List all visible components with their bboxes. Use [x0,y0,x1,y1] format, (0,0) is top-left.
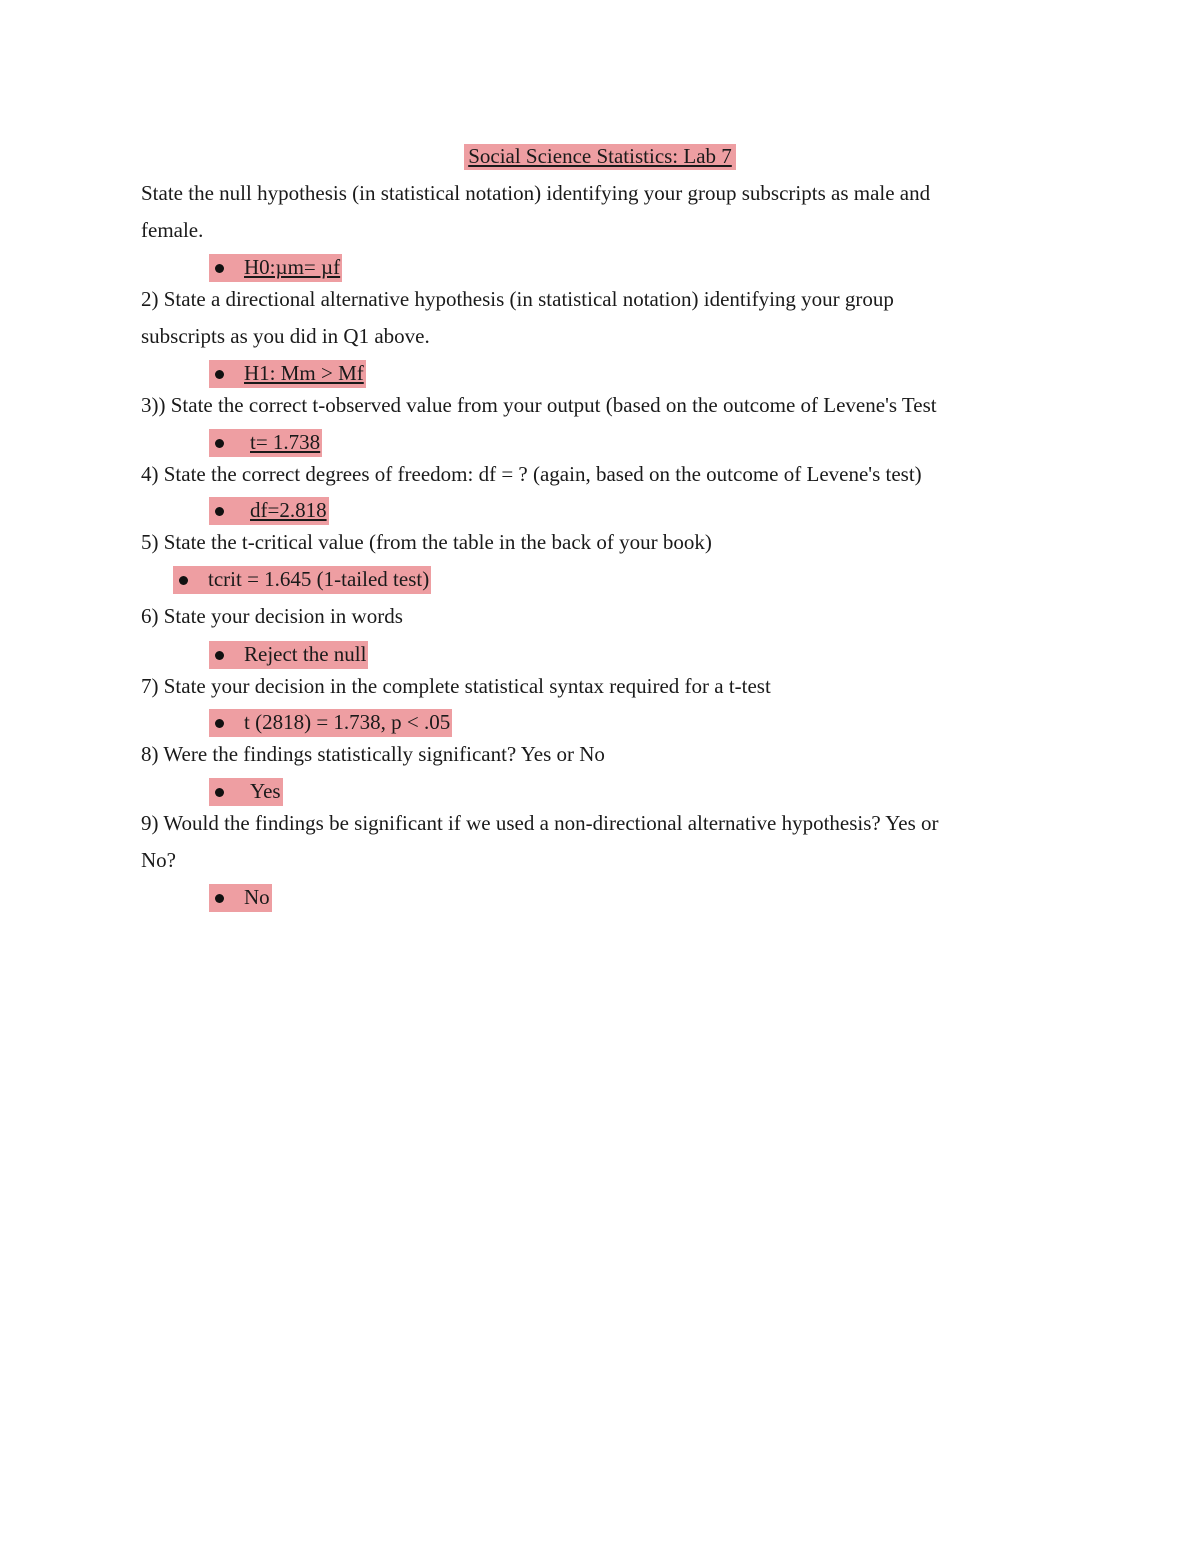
answer-2-text: H1: Mm > Mf [244,361,364,385]
answer-3 [209,429,322,457]
bullet-icon [215,788,224,797]
question-3-line-1: 3)) State the correct t-observed value from your output (based on the outcome of Levene's Test [141,393,937,417]
bullet-icon [215,507,224,516]
answer-1-text: H0:µm= µf [244,255,341,279]
answer-4 [209,497,329,525]
answer-9 [209,884,272,912]
answer-7 [209,709,452,737]
bullet-icon [215,894,224,903]
answer-3-text: t= 1.738 [250,430,321,454]
bullet-icon [215,439,224,448]
question-1-line-1: State the null hypothesis (in statistical notation) identifying your group subscripts as male and [141,181,931,205]
answer-1 [209,254,342,282]
answer-2 [209,360,366,388]
answer-9-text: No [244,885,270,909]
answer-7-text: t (2818) = 1.738, p < .05 [244,710,451,734]
answer-8 [209,778,283,806]
answer-5 [173,566,431,594]
bullet-icon [215,264,224,273]
answer-8-text: Yes [250,779,281,803]
question-5-line-1: 5) State the t-critical value (from the table in the back of your book) [141,530,712,554]
bullet-icon [179,576,188,585]
page-title [0,143,1200,169]
answer-4-text: df=2.818 [250,498,327,522]
bullet-icon [215,651,224,660]
answer-6 [209,641,368,669]
question-8-line-1: 8) Were the findings statistically significant? Yes or No [141,742,605,766]
title-text: Social Science Statistics: Lab 7 [464,144,736,170]
question-2-line-2: subscripts as you did in Q1 above. [141,324,430,348]
answer-5-text: tcrit = 1.645 (1-tailed test) [208,567,430,591]
question-4-line-1: 4) State the correct degrees of freedom: df = ? (again, based on the outcome of Levene's test) [141,462,922,486]
question-1-line-2: female. [141,218,204,242]
question-7-line-1: 7) State your decision in the complete statistical syntax required for a t-test [141,674,771,698]
question-9-line-1: 9) Would the findings be significant if we used a non-directional alternative hypothesis? Yes or [141,811,939,835]
question-6-line-1: 6) State your decision in words [141,604,403,628]
answer-6-text: Reject the null [244,642,367,666]
bullet-icon [215,719,224,728]
bullet-icon [215,370,224,379]
question-9-line-2: No? [141,848,176,872]
question-2-line-1: 2) State a directional alternative hypothesis (in statistical notation) identifying your group [141,287,894,311]
